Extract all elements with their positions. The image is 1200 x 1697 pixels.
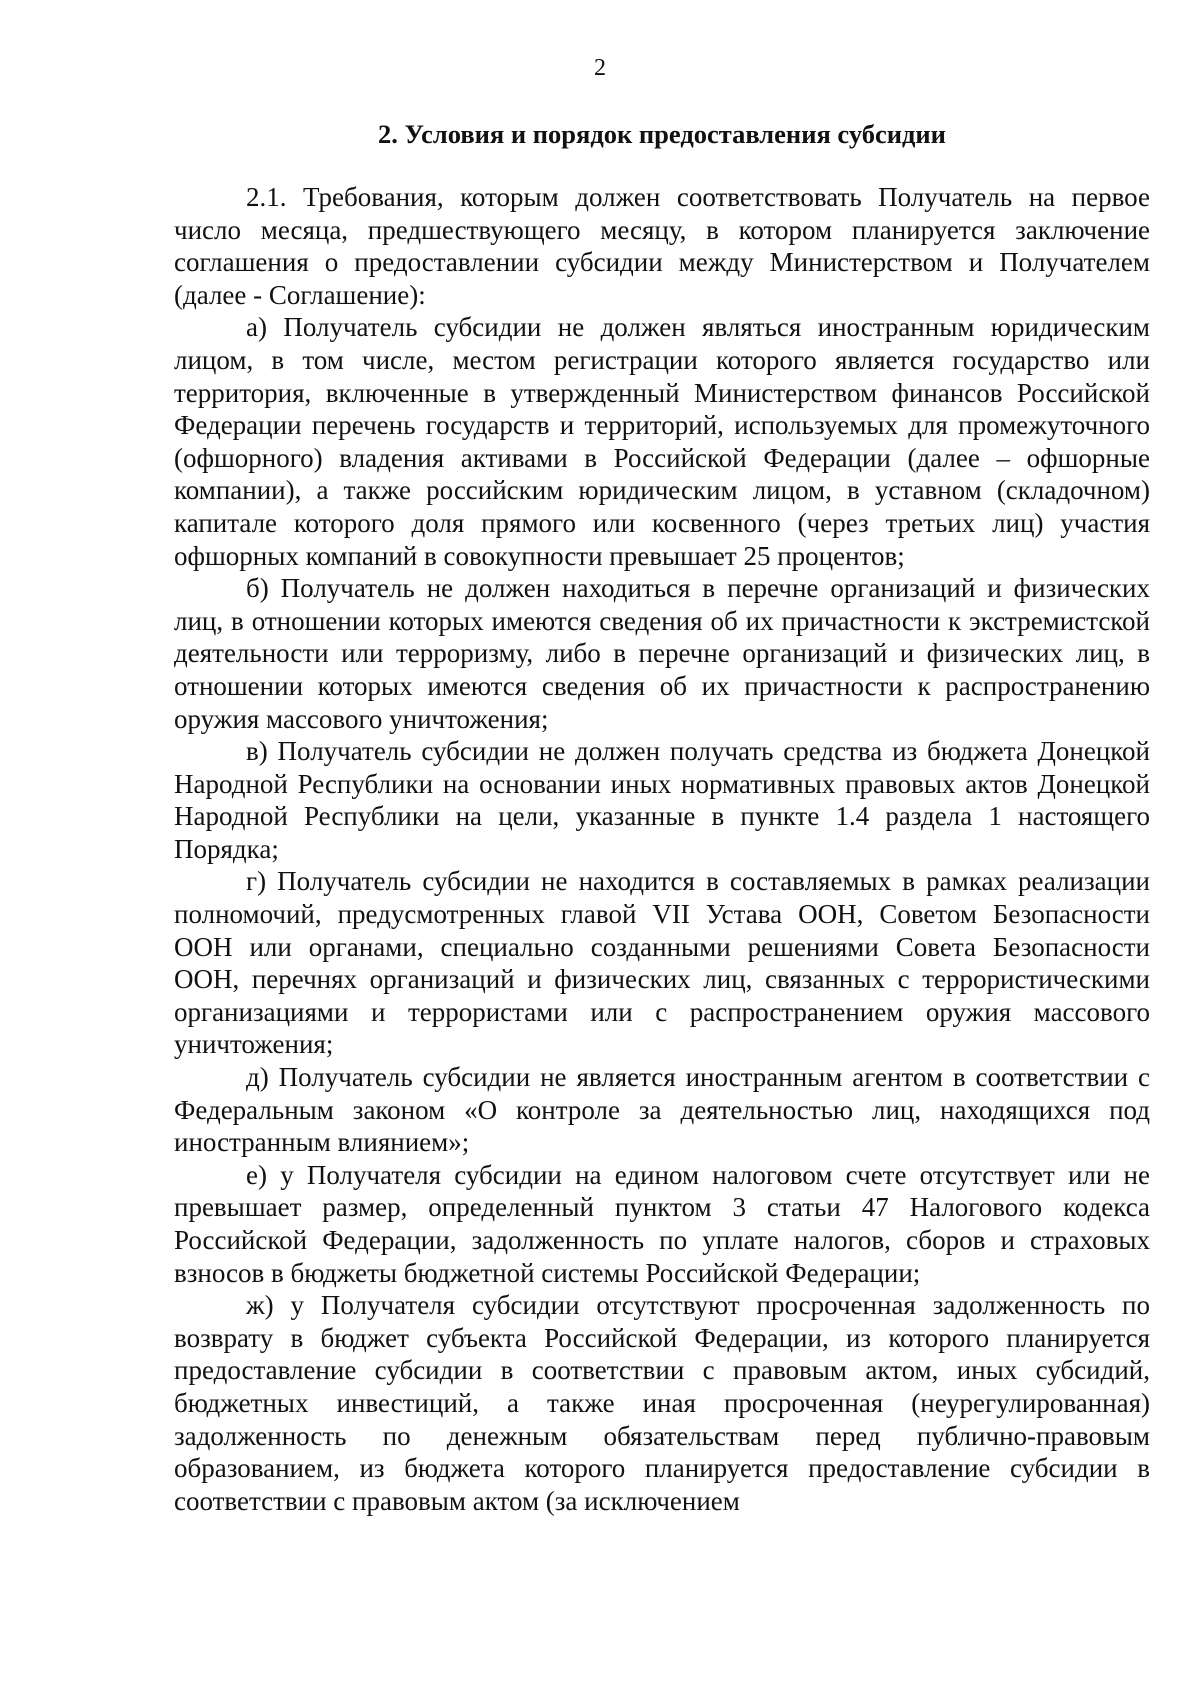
paragraph-d: д) Получатель субсидии не является иностранным агентом в соответствии с Федеральным законом «О контроле за деятельностью лиц, находящихся под иностранным влиянием»; (174, 1062, 1150, 1158)
paragraph-2-1: 2.1. Требования, которым должен соответствовать Получатель на первое число месяца, предшествующего месяцу, в котором планируется заключение соглашения о предоставлении субсидии между Министерством и Получателем (далее - Соглашение): (174, 182, 1150, 310)
page-number: 2 (594, 55, 606, 81)
paragraph-v: в) Получатель субсидии не должен получать средства из бюджета Донецкой Народной Республики на основании иных нормативных правовых актов Донецкой Народной Республики на цели, указанные в пункте 1.4 раздела 1 настоящего Порядка; (174, 736, 1150, 864)
paragraph-a: а) Получатель субсидии не должен являться иностранным юридическим лицом, в том числе, местом регистрации которого является государство или территория, включенные в утвержденный Министерством финансов Российской Федерации перечень государств и территорий, используемых для промежуточного (офшорного) владения активами в Российской Федерации (далее – офшорные компании), а также российским юридическим лицом, в уставном (складочном) капитале которого доля прямого или косвенного (через третьих лиц) участия офшорных компаний в совокупности превышает 25 процентов; (174, 312, 1150, 571)
paragraph-g: г) Получатель субсидии не находится в составляемых в рамках реализации полномочий, предусмотренных главой VII Устава ООН, Советом Безопасности ООН или органами, специально созданными решениями Совета Безопасности ООН, перечнях организаций и физических лиц, связанных с террористическими организациями и террористами или с распространением оружия массового уничтожения; (174, 866, 1150, 1060)
paragraph-zh: ж) у Получателя субсидии отсутствуют просроченная задолженность по возврату в бюджет субъекта Российской Федерации, из которого планируется предоставление субсидии в соответствии с правовым актом, иных субсидий, бюджетных инвестиций, а также иная просроченная (неурегулированная) задолженность по денежным обязательствам перед публично-правовым образованием, из бюджета которого планируется предоставление субсидии в соответствии с правовым актом (за исключением (174, 1290, 1150, 1516)
paragraph-e: е) у Получателя субсидии на едином налоговом счете отсутствует или не превышает размер, определенный пунктом 3 статьи 47 Налогового кодекса Российской Федерации, задолженность по уплате налогов, сборов и страховых взносов в бюджеты бюджетной системы Российской Федерации; (174, 1159, 1150, 1288)
section-heading: 2. Условия и порядок предоставления субсидии (378, 119, 946, 149)
document-body (174, 181, 1150, 1517)
paragraph-b: б) Получатель не должен находиться в перечне организаций и физических лиц, в отношении которых имеются сведения об их причастности к экстремистской деятельности или терроризму, либо в перечне организаций и физических лиц, в отношении которых имеются сведения об их причастности к распространению оружия массового уничтожения; (174, 573, 1150, 734)
